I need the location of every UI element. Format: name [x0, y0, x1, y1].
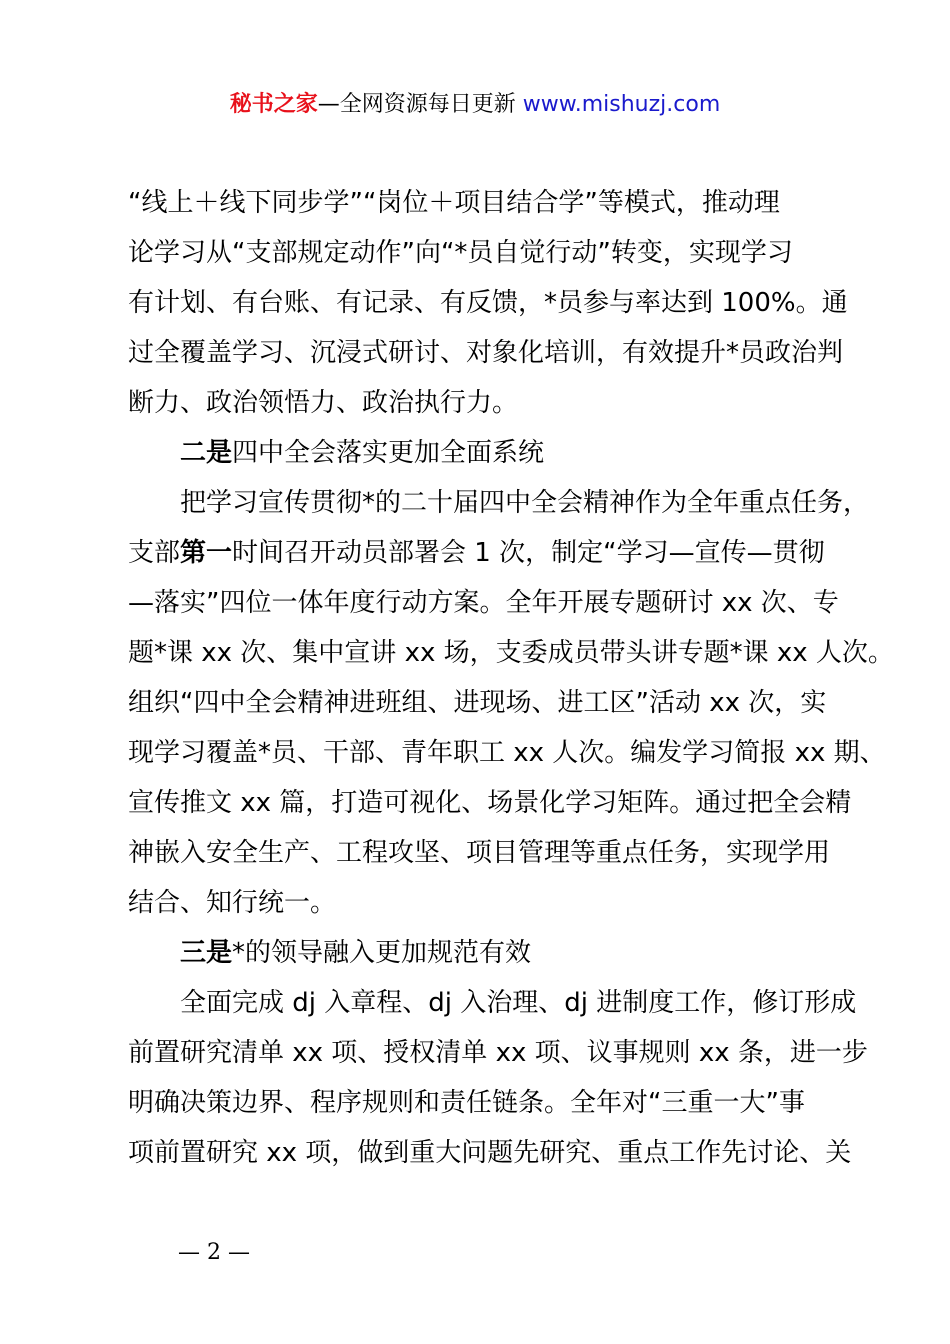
body-line: 神嵌入安全生产、工程攻坚、项目管理等重点任务，实现学用 [128, 838, 831, 868]
body-line: —落实”四位一体年度行动方案。全年开展专题研讨 xx 次、专 [128, 588, 839, 618]
section-lead-3: 三是 [180, 938, 233, 968]
body-line: 全面完成 dj 入章程、dj 入治理、dj 进制度工作，修订形成 [180, 988, 857, 1018]
body-line: 前置研究清单 xx 项、授权清单 xx 项、议事规则 xx 条，进一步 [128, 1038, 868, 1068]
body-line-segment: 时间召开动员部署会 1 次，制定“学习—宣传—贯彻 [232, 538, 825, 568]
section-lead-2: 二是 [180, 438, 233, 468]
header-slogan: —全网资源每日更新 [317, 92, 523, 117]
body-line [128, 528, 838, 578]
body-line: 现学习覆盖*员、干部、青年职工 xx 人次。编发学习简报 xx 期、 [128, 738, 886, 768]
section-title-2: 四中全会落实更加全面系统 [232, 438, 545, 468]
body-line: 题*课 xx 次、集中宣讲 xx 场，支委成员带头讲专题*课 xx 人次。 [128, 638, 894, 668]
body-line: 明确决策边界、程序规则和责任链条。全年对“三重一大”事 [128, 1088, 805, 1118]
body-line-segment: 支部 [128, 538, 181, 568]
body-line: 宣传推文 xx 篇，打造可视化、场景化学习矩阵。通过把全会精 [128, 788, 852, 818]
site-header [0, 88, 950, 122]
site-url-link[interactable]: www.mishuzj.com [522, 92, 721, 117]
body-line: 把学习宣传贯彻*的二十届四中全会精神作为全年重点任务， [180, 488, 870, 518]
body-line: “线上＋线下同步学”“岗位＋项目结合学”等模式，推动理 [128, 188, 780, 218]
section-heading-3 [128, 928, 838, 978]
page-number: — 2 — [178, 1240, 250, 1265]
brand-name: 秘书之家 [229, 92, 318, 117]
body-line: 组织“四中全会精神进班组、进现场、进工区”活动 xx 次，实 [128, 688, 827, 718]
body-line: 项前置研究 xx 项，做到重大问题先研究、重点工作先讨论、关 [128, 1138, 852, 1168]
document-body [128, 178, 894, 1178]
body-line: 结合、知行统一。 [128, 888, 337, 918]
body-line: 断力、政治领悟力、政治执行力。 [128, 388, 519, 418]
emphasis-text: 第一 [180, 538, 233, 568]
body-line: 过全覆盖学习、沉浸式研讨、对象化培训，有效提升*员政治判 [128, 338, 844, 368]
section-title-3: *的领导融入更加规范有效 [232, 938, 532, 968]
section-heading-2 [128, 428, 838, 478]
body-line: 论学习从“支部规定动作”向“*员自觉行动”转变，实现学习 [128, 238, 793, 268]
body-line: 有计划、有台账、有记录、有反馈，*员参与率达到 100%。通 [128, 288, 848, 318]
